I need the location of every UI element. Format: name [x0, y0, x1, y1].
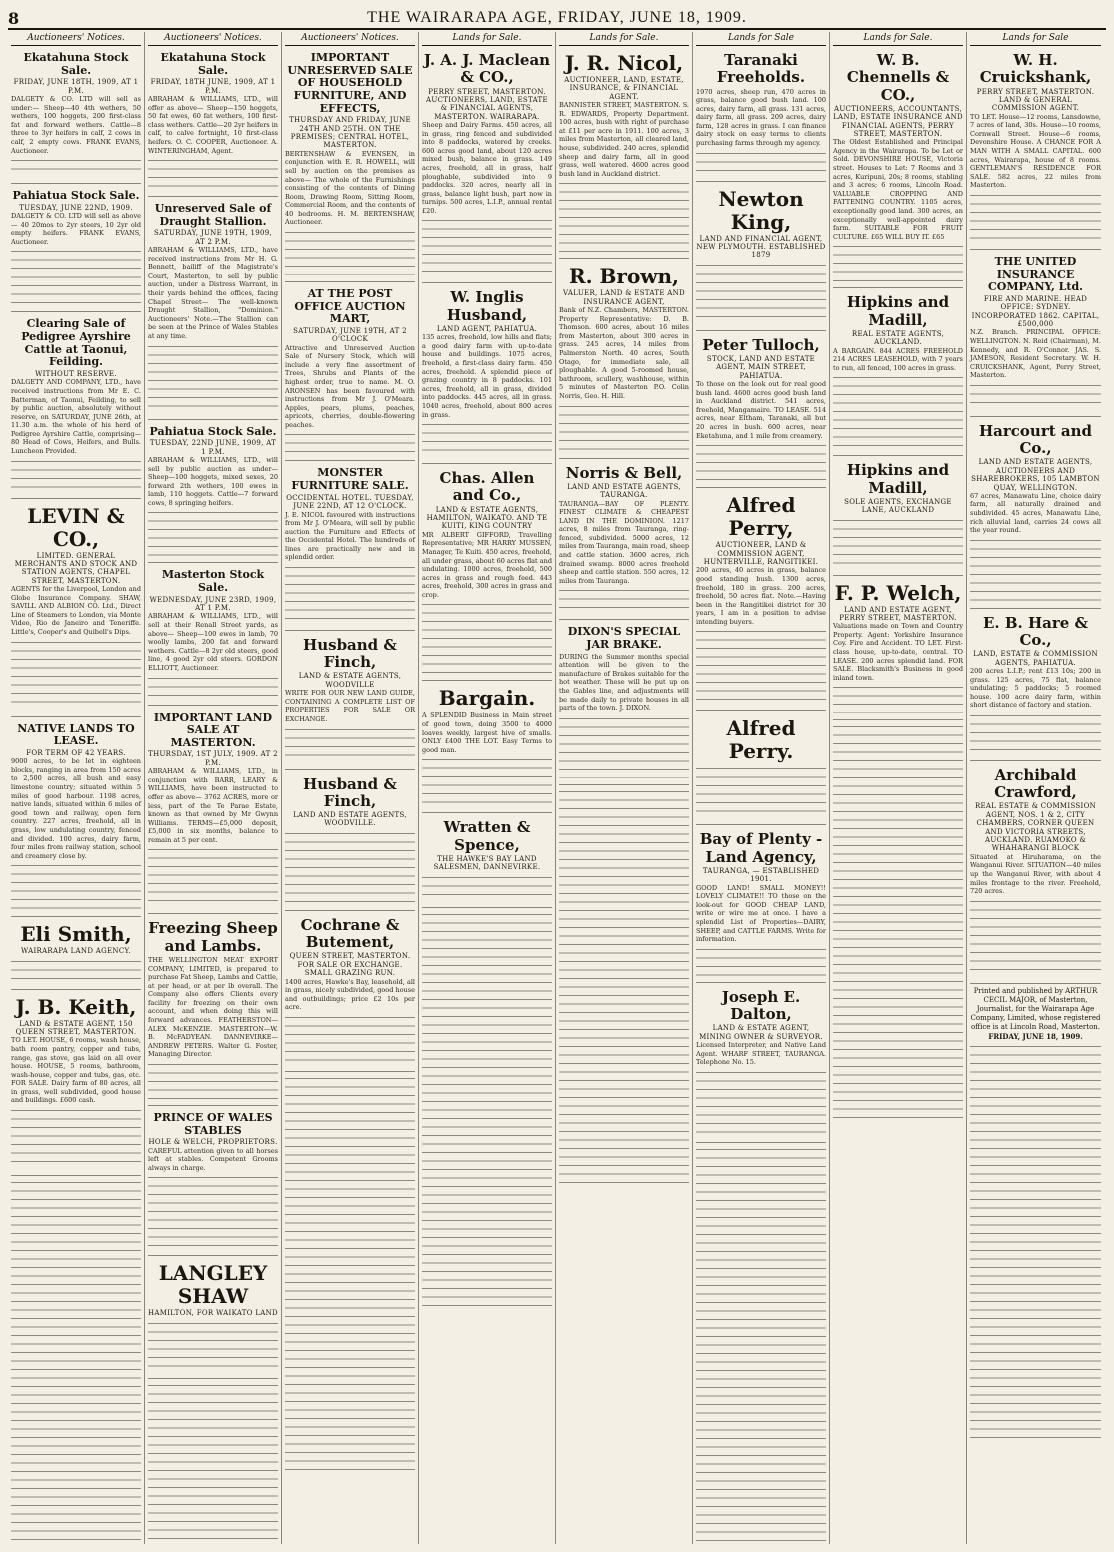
- advertisement: [148, 917, 278, 1105]
- illegible-text-lines: [11, 157, 141, 177]
- ad-subtitle: FOR TERM OF 42 YEARS.: [26, 748, 126, 757]
- ad-subtitle: TUESDAY, JUNE 22ND, 1909.: [19, 203, 133, 212]
- ad-title: AT THE POST OFFICE AUCTION MART,: [294, 286, 406, 326]
- ad-title: Alfred Perry.: [726, 716, 796, 764]
- ad-subtitle: TUESDAY, 22ND JUNE, 1909, AT 1 P.M.: [149, 439, 277, 456]
- advertisement: [696, 334, 826, 488]
- imprint: Printed and published by ARTHUR CECIL MAJOR, of Masterton, Journalist, for the Wairarapa Age Company, Limited, whose registered office is at Lincoln Road, Masterton.: [970, 986, 1101, 1032]
- ad-body: GOOD LAND! SMALL MONEY!! LOVELY CLIMATE!! TO those on the look-out for GOOD CHEAP LAND, write or wire me at once. I have a splendid List of Properties—DAIRY, SHEEP, and CATTLE FARMS. Write for information.: [696, 883, 826, 944]
- ad-subtitle: QUEEN STREET, MASTERTON. FOR SALE OR EXCHANGE. SMALL GRAZING RUN.: [289, 952, 411, 978]
- ad-title: Husband & Finch,: [303, 774, 397, 810]
- advertisement: [11, 187, 141, 312]
- advertisement: [970, 612, 1101, 761]
- ad-subtitle: LAND AGENT, PAHIATUA.: [436, 324, 538, 333]
- illegible-text-lines: [559, 788, 689, 1188]
- ad-title: Norris & Bell,: [565, 463, 683, 482]
- ad-body: A SPLENDID Business in Main street of good town, doing 3500 to 4000 loaves weekly, largest hive of smalls. ONLY £400 THE LOT. Easy Terms to good man.: [422, 711, 552, 754]
- illegible-text-lines: [833, 684, 963, 713]
- ad-subtitle: PERRY STREET, MASTERTON. LAND & GENERAL COMMISSION AGENT.: [976, 87, 1095, 113]
- advertisement: [422, 467, 552, 681]
- advertisement: [422, 684, 552, 813]
- ad-subtitle: LAND AND ESTATE AGENTS, TAURANGA.: [567, 482, 681, 500]
- advertisement: [970, 764, 1101, 984]
- illegible-text-lines: [422, 874, 552, 901]
- illegible-text-lines: [559, 715, 689, 778]
- advertisement: [11, 502, 141, 717]
- advertisement: [148, 423, 278, 564]
- advertisement: [11, 49, 141, 184]
- illegible-text-lines: [696, 946, 826, 976]
- advertisement: [833, 49, 963, 288]
- ad-body: 9000 acres, to be let in eighteen blocks, ranging in area from 150 acres to 2,500 acres, all bush and easy limestone country; situated within 5 miles of good harbour. 1198 acres, native lands, situated within 6 miles of good town and railway, open fern country. 227 acres, freehold, all in grass, low undulating country, fenced and divided. 100 acres, dairy farm, four miles from railway station, school and creamery close by.: [11, 757, 141, 860]
- ad-title: Bargain.: [438, 686, 536, 711]
- ad-title: Eli Smith,: [20, 922, 132, 947]
- ad-body: Situated at Hiruharama, on the Wanganui River. SITUATION—40 miles up the Wanganui River, with about 4 miles frontage to the river. Freehold, 720 acres.: [970, 852, 1101, 896]
- ad-body: ABRAHAM & WILLIAMS, LTD., will sell at their Renall Street yards, as above— Sheep—100 ewes in lamb, 70 woolly lambs, 200 fat and forward wethers. Cattle—8 2yr old steers, good line, 4 good 2yr old steers. GORDON ELLIOTT, Auctioneer.: [148, 612, 278, 672]
- ad-subtitle: LAND & ESTATE AGENTS, WOODVILLE: [298, 672, 402, 689]
- advertisement: [148, 709, 278, 915]
- column-header: Lands for Sale: [970, 32, 1101, 46]
- column-7: [830, 32, 967, 1544]
- ad-title: F. P. Welch,: [834, 580, 962, 605]
- illegible-text-lines: [559, 180, 689, 252]
- advertisement: [559, 262, 689, 458]
- ad-title: Bay of Plenty - Land Agency,: [699, 830, 823, 866]
- illegible-text-lines: [696, 442, 826, 481]
- ad-title: DIXON'S SPECIAL JAR BRAKE.: [567, 625, 681, 651]
- ad-title: Chas. Allen and Co.,: [439, 469, 535, 505]
- illegible-text-lines: [422, 911, 552, 1311]
- ad-title: Peter Tulloch,: [702, 335, 820, 354]
- ad-body: J. E. NICOL favoured with instructions from Mr J. O'Meara, will sell by public auction the Furniture and Effects of the Occidental Hotel. The hundreds of lines are practically new and in splendid order.: [285, 510, 415, 562]
- masthead: [8, 8, 1106, 30]
- ad-body: CAREFUL attention given to all horses left at stables. Competent Grooms always in charge.: [148, 1146, 278, 1172]
- ad-subtitle: STOCK, LAND AND ESTATE AGENT, MAIN STREET, PAHIATUA.: [706, 354, 816, 380]
- ad-title: Alfred Perry,: [726, 493, 796, 541]
- ad-subtitle: TAURANGA, — ESTABLISHED 1901.: [702, 866, 820, 884]
- ad-body: 67 acres, Manawatu Line, choice dairy farm, all naturally drained and subdivided. 45 acres, Manawatu Line, rich alluvial land, carries 24 cows all the year round.: [970, 491, 1101, 535]
- ad-body: ABRAHAM & WILLIAMS, LTD., have received instructions from Mr H. G. Bennett, bailiff of the Magistrate's Court, Masterton, to sell by public auction, under a Distress Warrant, in their yards behind the offices, facing Chapel Street— The well-known Draught Stallion, "Dominion." Auctioneers' Note.—The Stallion can be seen at the Prince of Wales Stables at any time.: [148, 246, 278, 340]
- advertisement: [11, 920, 141, 989]
- column-header: Lands for Sale.: [833, 32, 963, 46]
- advertisement: [148, 1259, 278, 1378]
- ad-title: THE UNITED INSURANCE COMPANY, Ltd.: [987, 254, 1083, 294]
- ad-title: Husband & Finch,: [303, 635, 397, 672]
- ad-title: Hipkins and Madill,: [846, 461, 950, 497]
- illegible-text-lines: [696, 1146, 826, 1544]
- ad-body: Sheep and Dairy Farms. 450 acres, all in grass, ring fenced and subdivided into 8 paddocks, watered by creeks. 600 acres good land, about 120 acres mixed bush, balance in grass. 149 acres, freehold, all in grass, half ploughable, subdivided into 9 paddocks. 320 acres, nearly all in grass, balance light bush, part now in turnips. 500 acres, L.I.P., annual rental £20.: [422, 121, 552, 215]
- advertisement: [285, 773, 415, 911]
- illegible-text-lines: [285, 431, 415, 454]
- illegible-text-lines: [285, 564, 415, 624]
- illegible-text-lines: [148, 1320, 278, 1372]
- ad-title: J. A. J. Maclean & CO.,: [423, 51, 551, 87]
- illegible-text-lines: [11, 862, 141, 910]
- ad-body: THE WELLINGTON MEAT EXPORT COMPANY, LIMITED, is prepared to purchase Fat Sheep, Lambs and Cattle, at per head, or at per lb overall. The Company also offers Clients every facility for freezing on their own account, and when doing this will forward advances. FEATHERSTON—ALEX McKENZIE. MASTERTON—W. B. McFADYEAN. DANNEVIRKE—ANDREW PETERS. Walter G. Foster, Managing Director.: [148, 955, 278, 1059]
- ad-subtitle: WEDNESDAY, JUNE 23RD, 1909, AT 1 P.M.: [149, 595, 277, 613]
- ad-subtitle: PERRY STREET, MASTERTON. AUCTIONEERS, LAND, ESTATE & FINANCIAL AGENTS, MASTERTON. WAIRARAPA.: [426, 87, 548, 121]
- advertisement: [559, 623, 689, 784]
- ad-subtitle: LAND & ESTATE AGENT, 150 QUEEN STREET, MASTERTON.: [15, 1019, 137, 1037]
- ad-body: DALGETY AND COMPANY, LTD., have received instructions from Mr E. C. Batterman, of Taonui, Feilding, to sell by public auction, absolutely without reserve, on SATURDAY, JUNE 26th, at 11.30 a.m. the whole of his herd of Pedigree Ayrshire Cattle, comprising— 80 Head of Cows, Heifers, and Bulls. Luncheon Provided.: [11, 378, 141, 456]
- ad-subtitle: WITHOUT RESERVE.: [35, 370, 117, 379]
- illegible-text-lines: [833, 374, 963, 449]
- page-number: 8: [8, 8, 20, 28]
- illegible-text-lines: [148, 1382, 278, 1544]
- ad-subtitle: SOLE AGENTS, EXCHANGE LANE, AUCKLAND: [844, 497, 952, 515]
- ad-title: LANGLEY SHAW: [158, 1261, 268, 1309]
- ad-title: Hipkins and Madill,: [846, 293, 950, 329]
- illegible-text-lines: [11, 958, 141, 983]
- ad-body: ABRAHAM & WILLIAMS, LTD., will sell by public auction as under— Sheep—100 hoggets, mixed sexes, 20 forward 2th wethers, 100 ewes in lamb, 110 hoggets. Cattle—7 forward cows, 8 springing heifers.: [148, 455, 278, 507]
- ad-title: J. R. Nicol,: [564, 51, 684, 75]
- advertisement: [285, 914, 415, 1072]
- imprint-date: FRIDAY, JUNE 18, 1909.: [988, 1032, 1083, 1042]
- column-4: [419, 32, 556, 1544]
- ad-subtitle: LAND & ESTATE AGENTS, HAMILTON, WAIKATO. AND TE KUITI, KING COUNTRY: [426, 505, 548, 531]
- column-header: Lands for Sale.: [559, 32, 689, 46]
- illegible-text-lines: [970, 537, 1101, 602]
- ad-body: Valuations made on Town and Country Property. Agent: Yorkshire Insurance Coy. Fire and Accident. TO LET. First-class house, up-to-date, central. TO LEASE. 200 acres splendid land. FOR SALE. Blacksmith's Business in good inland town.: [833, 622, 963, 682]
- illegible-text-lines: [970, 712, 1101, 754]
- column-1: [8, 32, 145, 1544]
- ad-title: IMPORTANT LAND SALE AT MASTERTON.: [153, 710, 273, 749]
- advertisement: [696, 185, 826, 331]
- illegible-text-lines: [148, 846, 278, 907]
- ad-title: E. B. Hare & Co.,: [982, 613, 1089, 650]
- illegible-text-lines: [11, 1107, 141, 1169]
- ad-body: BANNISTER STREET, MASTERTON. S. R. EDWARDS, Property Department. 100 acres, bush with right of purchase at £11 per acre in 1911. 100 acres, 3 miles from Masterton, all cleared land, house, subdivided. 240 acres, splendid sheep and dairy farm, all in good grass, well watered. 4600 acres good bush land in Auckland district.: [559, 101, 689, 178]
- advertisement: [559, 49, 689, 259]
- advertisement: [970, 253, 1101, 417]
- advertisement: [285, 634, 415, 770]
- ad-body: Licensed Interpreter, and Native Land Agent. WHARF STREET, TAURANGA. Telephone No. 15.: [696, 1041, 826, 1067]
- illegible-text-lines: [285, 726, 415, 763]
- illegible-text-lines: [11, 1179, 141, 1544]
- ad-body: ABRAHAM & WILLIAMS, LTD., will offer as above— Sheep—150 hoggets, 50 fat ewes, 60 fat wethers, 100 first-class wethers. Cattle—20 2yr heifers in calf, to calve fortnight, 10 first-class heifers. O. C. COOPER, Auctioneer. A. WINTERINGHAM, Agent.: [148, 95, 278, 155]
- ad-subtitle: FIRE AND MARINE. HEAD OFFICE: SYDNEY. INCORPORATED 1862. CAPITAL, £500,000: [971, 294, 1100, 328]
- advertisement: [559, 462, 689, 621]
- column-5: [556, 32, 693, 1544]
- advertisement: [285, 49, 415, 282]
- ad-body: A BARGAIN. 844 ACRES FREEHOLD 214 ACRES LEASEHOLD, with 7 years to run, all fenced, 100 acres in grass.: [833, 346, 963, 372]
- illegible-text-lines: [11, 458, 141, 492]
- advertisement: [696, 986, 826, 1143]
- advertisement: [422, 286, 552, 464]
- illegible-text-lines: [148, 509, 278, 556]
- illegible-text-lines: [970, 898, 1101, 977]
- advertisement: [148, 566, 278, 705]
- ad-body: 200 acres, 40 acres in grass, balance good standing bush. 1300 acres, freehold, 180 in grass. 200 acres, freehold, 50 acres flat. Note.—Having been in the Rangitikei district for 30 years, I am in a position to advise intending buyers.: [696, 566, 826, 626]
- ad-title: Masterton Stock Sale.: [161, 568, 265, 595]
- advertisement: [285, 464, 415, 631]
- advertisement: [422, 816, 552, 907]
- column-6: [693, 32, 830, 1544]
- column-header: Auctioneers' Notices.: [11, 32, 141, 46]
- ad-title: Wratten & Spence,: [443, 818, 531, 854]
- advertisement: [148, 200, 278, 419]
- column-header: Auctioneers' Notices.: [148, 32, 278, 46]
- ad-title: Newton King,: [718, 186, 804, 234]
- column-8: [967, 32, 1104, 1544]
- advertisement: [696, 828, 826, 982]
- advertisement: [833, 579, 963, 721]
- ad-subtitle: AUCTIONEERS, ACCOUNTANTS, LAND, ESTATE INSURANCE AND FINANCIAL AGENTS, PERRY STREET, MASTERTON.: [833, 104, 963, 138]
- advertisement: [422, 49, 552, 283]
- ad-body: DALGETY & CO. LTD will sell as above— 40 20mos to 2yr steers, 10 2yr old empty heifers. FRANK EVANS, Auctioneer.: [11, 212, 141, 246]
- illegible-text-lines: [696, 262, 826, 324]
- ad-title: W. Inglis Husband,: [446, 288, 528, 324]
- ad-body: MR ALBERT GIFFORD, Travelling Representative; MR HARRY MUSSEN, Manager, Te Kuiti. 450 acres, freehold, all under grass, about 60 acres flat and undulating. 1000 acres, freehold, 500 acres in grass and rough feed. 443 acres, freehold, 300 acres in grass and crop.: [422, 530, 552, 599]
- ad-title: Clearing Sale of Pedigree Ayrshire Cattle at Taonui, Feilding.: [21, 317, 131, 369]
- illegible-text-lines: [148, 1061, 278, 1099]
- ad-subtitle: REAL ESTATE AGENTS, AUCKLAND.: [851, 329, 945, 347]
- ad-title: LEVIN & CO.,: [27, 503, 125, 551]
- column-header: Auctioneers' Notices.: [285, 32, 415, 46]
- ad-title: IMPORTANT UNRESERVED SALE OF HOUSEHOLD FURNITURE, AND EFFECTS,: [287, 51, 413, 115]
- ad-body: 200 acres L.I.P.; rent £13 10s; 200 in grass. 125 acres, 75 flat, balance undulating; 5 paddocks; 5 roomed house. 100 acre dairy farm, within short distance of factory and station.: [970, 667, 1101, 710]
- newspaper-title: THE WAIRARAPA AGE, FRIDAY, JUNE 18, 1909.: [367, 9, 747, 26]
- illegible-text-lines: [11, 639, 141, 710]
- illegible-text-lines: [148, 343, 278, 413]
- illegible-text-lines: [970, 382, 1101, 410]
- ad-subtitle: LAND AND ESTATE AGENTS, WOODVILLE.: [293, 811, 407, 828]
- illegible-text-lines: [696, 628, 826, 704]
- advertisement: [11, 993, 141, 1176]
- ad-subtitle: THURSDAY AND FRIDAY, JUNE 24TH AND 25TH. ON THE PREMISES; CENTRAL HOTEL, MASTERTON.: [289, 116, 411, 150]
- advertisement: [11, 720, 141, 918]
- illegible-text-lines: [559, 587, 689, 613]
- ad-body: ABRAHAM & WILLIAMS, LTD., in conjunction with BARR, LEARY & WILLIAMS, have been instructed to offer as above— 3762 ACRES, more or less, part of the Te Parae Estate, known as that owned by Mr Gwynn Williams. TERMS—£5,000 deposit, £5,000 in six months, balance to remain at 5 per cent.: [148, 767, 278, 844]
- ad-subtitle: OCCIDENTAL HOTEL. TUESDAY, JUNE 22ND, AT 12 O'CLOCK.: [286, 493, 414, 511]
- illegible-text-lines: [696, 765, 826, 818]
- illegible-text-lines: [285, 830, 415, 904]
- ad-subtitle: VALUER, LAND & ESTATE AND INSURANCE AGENT,: [563, 289, 685, 306]
- ad-body: WRITE FOR OUR NEW LAND GUIDE, CONTAINING A COMPLETE LIST OF PROPERTIES FOR SALE OR EXCHANGE.: [285, 689, 415, 723]
- ad-title: Cochrane & Butement,: [300, 915, 400, 952]
- ad-title: R. Brown,: [568, 264, 680, 289]
- advertisement: [696, 714, 826, 825]
- advertisement: [833, 459, 963, 575]
- ad-subtitle: THE HAWKE'S BAY LAND SALESMEN, DANNEVIRKE.: [433, 854, 541, 872]
- ad-subtitle: LAND & ESTATE AGENT, MINING OWNER & SURVEYOR.: [699, 1024, 823, 1041]
- illegible-text-lines: [833, 243, 963, 281]
- advertisement: [696, 491, 826, 711]
- ad-title: Ekatahuna Stock Sale.: [160, 51, 266, 77]
- ad-subtitle: LIMITED. GENERAL MERCHANTS AND STOCK AND STATION AGENTS, CHAPEL STREET, MASTERTON.: [14, 551, 138, 585]
- ad-title: J. B. Keith,: [15, 994, 137, 1019]
- ad-title: Pahiatua Stock Sale.: [149, 424, 277, 438]
- illegible-text-lines: [422, 601, 552, 674]
- illegible-text-lines: [970, 1043, 1101, 1443]
- illegible-text-lines: [422, 421, 552, 457]
- ad-body: DURING the Summer months special attention will be given to the manufacture of Brakes suitable for the hot weather. These will be put up on the Gables line, and adjustments will be made daily to private houses in all parts of the town. J. DIXON.: [559, 652, 689, 713]
- ad-title: W. H. Cruickshank,: [979, 51, 1092, 87]
- ad-body: Attractive and Unreserved Auction Sale of Nursery Stock, which will include a very fine assortment of Trees, Shrubs and Plants of the highest order, true to name. M. O. ARONSEN has been favoured with instructions from Mr J. O'Meara. Apples, pears, plums, peaches, apricots, cherries, double-flowering peaches.: [285, 343, 415, 429]
- ad-subtitle: AUCTIONEER, LAND & COMMISSION AGENT, HUNTERVILLE, RANGITIKEI.: [703, 541, 819, 566]
- column-header: Lands for Sale: [696, 32, 826, 46]
- ad-title: Archibald Crawford,: [994, 765, 1077, 802]
- ad-title: Freezing Sheep and Lambs.: [148, 919, 278, 955]
- ad-body: TAURANGA—BAY OF PLENTY. FINEST CLIMATE & CHEAPEST LAND IN THE DOMINION. 1217 acres, 8 miles from Tauranga, ring-fenced, subdivided. 5000 acres, 12 miles from Tauranga, main road, sheep and cattle station. 3600 acres, rich drained swamp. 8000 acres freehold sheep and cattle station. 550 acres, 12 miles from Tauranga.: [559, 499, 689, 585]
- ad-body: AGENTS for the Liverpool, London and Globe Insurance Company. SHAW, SAVILL AND ALBION CO. Ltd., Direct Line of Steamers to London, via Monte Video, Rio de Janeiro and Teneriffe. Little's, Cooper's and Quibell's Dips.: [11, 585, 141, 637]
- column-2: [145, 32, 282, 1544]
- illegible-text-lines: [285, 1014, 415, 1065]
- advertisement: [833, 291, 963, 456]
- illegible-text-lines: [696, 150, 826, 175]
- ad-body: TO LET. HOUSE, 6 rooms, wash house, bath room pantry, copper and tubs, range, gas stove, gas laid on all over house. HOUSE, 5 rooms, bathroom, wash-house, copper and tubs, gas, etc. FOR SALE. Dairy farm of 80 acres, all in grass, well subdivided, good house and buildings. £600 cash.: [11, 1036, 141, 1105]
- advertisement: [970, 49, 1101, 250]
- ad-body: 135 acres, freehold, low hills and flats; a good dairy farm with up-to-date house and buildings. 1075 acres, freehold, a first-class dairy farm. 450 acres, freehold. A splendid piece of grazing country in 8 paddocks. 101 acres, freehold, all in grass, divided into paddocks. 445 acres, all in grass. 1040 acres, freehold, about 800 acres in grass.: [422, 333, 552, 419]
- ad-title: Joseph E. Dalton,: [721, 987, 801, 1023]
- ad-subtitle: LAND AND FINANCIAL AGENT, NEW PLYMOUTH. ESTABLISHED 1879: [696, 234, 826, 260]
- ad-title: Taranaki Freeholds.: [716, 51, 806, 87]
- illegible-text-lines: [833, 723, 963, 1123]
- ad-body: N.Z. Branch. PRINCIPAL OFFICE: WELLINGTON. N. Reid (Chairman), M. Kennedy, and R. O'Connor. JAS. S. JAMESON, Resident Secretary. W. H. CRUICKSHANK, Agent, Perry Street, Masterton.: [970, 328, 1101, 380]
- ad-subtitle: WAIRARAPA LAND AGENCY.: [20, 947, 132, 956]
- illegible-text-lines: [833, 517, 963, 569]
- ad-title: Pahiatua Stock Sale.: [12, 189, 140, 203]
- illegible-text-lines: [285, 229, 415, 275]
- ad-subtitle: HOLE & WELCH, PROPRIETORS.: [148, 1138, 278, 1147]
- ad-body: The Oldest Established and Principal Agency in the Wairarapa. To be Let or Sold. DEVONSHIRE HOUSE, Victoria street. Houses to Let: 7 Rooms and 3 acres, Kuripuni, 20s; 8 rooms, stabling and 3 acres; 6 rooms, Lincoln Road. VALUABLE CROPPING AND FATTENING COUNTRY. 1105 acres, exceptionally good land. 300 acres, an exceptionally well-appointed dairy farm. SUITABLE FOR FRUIT CULTURE. £65 WILL BUY IT. £65: [833, 138, 963, 241]
- ad-title: PRINCE OF WALES STABLES: [153, 1110, 273, 1137]
- ad-title: W. B. Chennells & CO.,: [846, 51, 950, 104]
- ad-subtitle: SATURDAY, JUNE 19TH, 1909, AT 2 P.M.: [154, 229, 272, 246]
- illegible-text-lines: [148, 1174, 278, 1249]
- ad-subtitle: LAND AND ESTATE AGENTS, AUCTIONEERS AND SHAREBROKERS, 105 LAMBTON QUAY, WELLINGTON.: [971, 458, 1100, 492]
- ad-subtitle: AUCTIONEER, LAND, ESTATE, INSURANCE, & FINANCIAL AGENT.: [564, 76, 684, 101]
- ad-body: TO LET. House—12 rooms, Lansdowne, 7 acres of land, 30s. House—10 rooms, Cornwall Street. House—6 rooms, Devonshire House. A CHANCE FOR A MAN WITH A SMALL CAPITAL. 600 acres, Wairarapa, house of 8 rooms. GENTLEMAN'S RESIDENCE FOR SALE. 582 acres, 22 miles from Masterton.: [970, 112, 1101, 190]
- ad-subtitle: LAND, ESTATE & COMMISSION AGENTS, PAHIATUA.: [973, 650, 1098, 667]
- illegible-text-lines: [696, 1069, 826, 1136]
- ad-subtitle: FRIDAY, JUNE 18TH, 1909, AT 1 P.M.: [13, 78, 139, 95]
- illegible-text-lines: [422, 217, 552, 276]
- ad-subtitle: SATURDAY, JUNE 19TH, AT 2 O'CLOCK: [293, 326, 407, 344]
- advertisement: [11, 315, 141, 498]
- ad-body: 1400 acres, Hawke's Bay, leasehold, all in grass, nicely subdivided, good house and outbuildings; price £2 10s per acre.: [285, 977, 415, 1012]
- columns: [8, 32, 1104, 1544]
- ad-subtitle: THURSDAY, 1ST JULY, 1909. AT 2 P.M.: [148, 750, 278, 767]
- column-header: Lands for Sale.: [422, 32, 552, 46]
- illegible-text-lines: [970, 192, 1101, 243]
- illegible-text-lines: [148, 157, 278, 190]
- ad-body: DALGETY & CO. LTD will sell as under:— Sheep—40 4th wethers, 50 wethers, 100 hoggets, 200 first-class fat and forward wethers. Cattle—8 three to 3yr heifers in calf, 2 cows in calf, 2 empty cows. FRANK EVANS, Auctioneer.: [11, 95, 141, 155]
- illegible-text-lines: [285, 1075, 415, 1475]
- advertisement: [970, 420, 1101, 609]
- ad-title: Ekatahuna Stock Sale.: [23, 51, 129, 77]
- ad-title: NATIVE LANDS TO LEASE.: [17, 721, 135, 748]
- ad-body: Bank of N.Z. Chambers, MASTERTON. Property Representative: D. B. Thomson. 600 acres, about 16 miles from Masterton, about 300 acres in grass. 245 acres, 14 miles from Palmerston North. 40 acres, South Otago, for immediate sale, all ploughable. A good 5-roomed house, bathroom, scullery, washhouse, within 5 minutes of Masterton P.O. Colin Norris, Geo. H. Hill.: [559, 306, 689, 400]
- illegible-text-lines: [559, 403, 689, 452]
- illegible-text-lines: [422, 756, 552, 806]
- ad-subtitle: LAND AND ESTATE AGENT, PERRY STREET, MASTERTON.: [839, 605, 957, 622]
- illegible-text-lines: [11, 248, 141, 305]
- column-3: [282, 32, 419, 1544]
- advertisement: [148, 49, 278, 197]
- ad-title: MONSTER FURNITURE SALE.: [291, 466, 409, 493]
- advertisement: [285, 285, 415, 461]
- ad-body: 1970 acres, sheep run, 470 acres in grass, balance good bush land. 100 acres, dairy farm, all grass. 131 acres, dairy farm, all grass. 209 acres, dairy farm, 128 acres in grass. I can finance dairy stock on easy terms to clients purchasing farms through my agency.: [696, 87, 826, 147]
- ad-body: BERTENSHAW & EVENSEN, in conjunction with E. R. HOWELL, will sell by auction on the premises as above— The whole of the Furnishings consisting of the contents of Dining Room, Drawing Room, Sitting Room, Commercial Room, and the contents of 40 bedrooms. H. M. BERTENSHAW, Auctioneer.: [285, 149, 415, 227]
- ad-body: To those on the look out for real good bush land. 4600 acres good bush land in Auckland district. 541 acres, freehold, Mangamaire. TO LEASE. 514 acres, near Eltham, Taranaki, all but 20 acres in bush. 600 acres, near Eketahuna, and 1 mile from creamery.: [696, 380, 826, 440]
- ad-subtitle: HAMILTON, FOR WAIKATO LAND: [148, 1309, 278, 1318]
- ad-subtitle: REAL ESTATE & COMMISSION AGENT, NOS. 1 & 2, CITY CHAMBERS, CORNER QUEEN AND VICTORIA STREETS, AUCKLAND. RUAMOKO & WHAHARANGI BLOCK: [974, 802, 1097, 853]
- advertisement: [148, 1109, 278, 1256]
- ad-subtitle: FRIDAY, 18TH JUNE, 1909, AT 1 P.M.: [150, 78, 276, 95]
- advertisement: [696, 49, 826, 182]
- ad-title: Harcourt and Co.,: [978, 421, 1092, 458]
- illegible-text-lines: [148, 675, 278, 699]
- ad-title: Unreserved Sale of Draught Stallion.: [154, 202, 272, 228]
